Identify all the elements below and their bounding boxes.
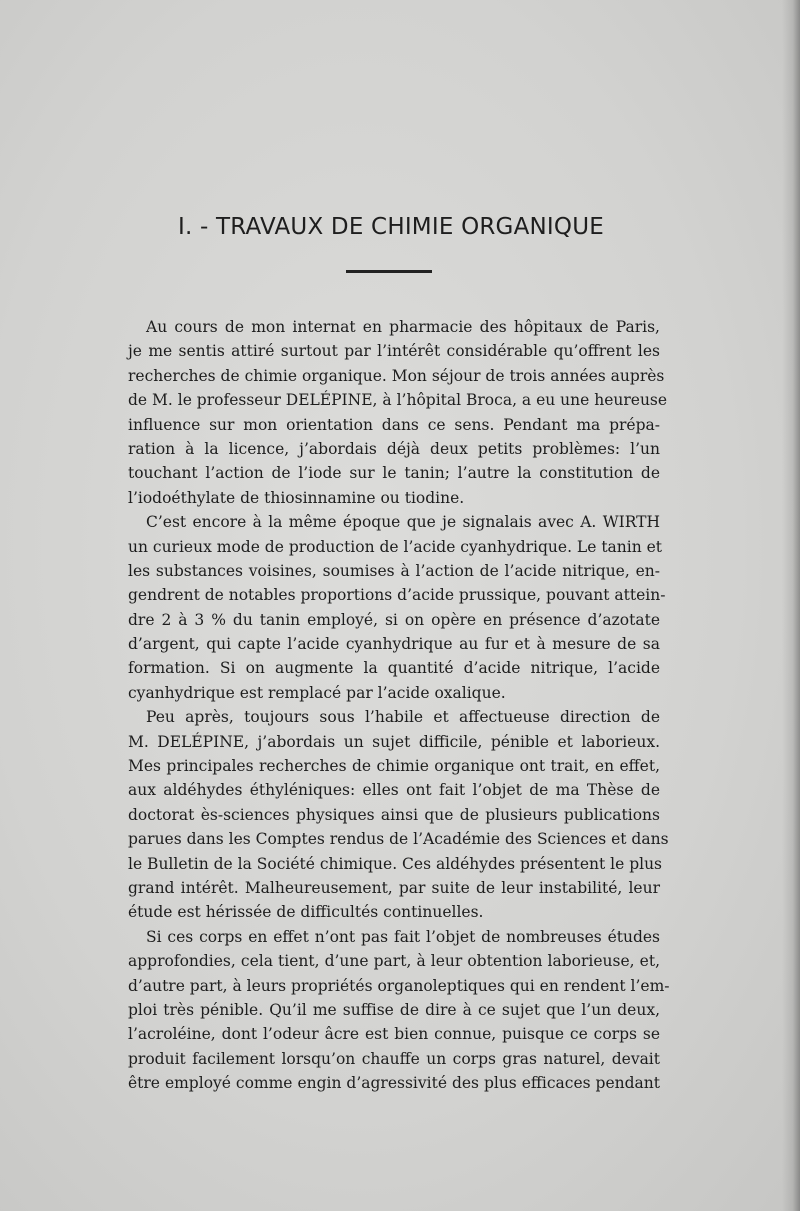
paragraph-4 — [128, 925, 670, 1096]
text-line: l’iodoéthylate de thiosinnamine ou tiodine. — [128, 488, 465, 507]
text-line: de M. le professeur DELÉPINE, à l’hôpital Broca, a eu une heureuse — [128, 391, 668, 410]
text-line: Si ces corps en effet n’ont pas fait l’objet de nombreuses études — [146, 927, 660, 946]
text-line: Mes principales recherches de chimie organique ont trait, en effet, — [128, 757, 660, 776]
text-line: ploi très pénible. Qu’il me suffise de dire à ce sujet que l’un deux, — [128, 1000, 660, 1019]
text-line: aux aldéhydes éthyléniques: elles ont fait l’objet de ma Thèse de — [128, 781, 660, 800]
text-line: approfondies, cela tient, d’une part, à leur obtention laborieuse, et, — [128, 952, 660, 971]
text-line: touchant l’action de l’iode sur le tanin; l’autre la constitution de — [128, 464, 660, 483]
text-line: produit facilement lorsqu’on chauffe un corps gras naturel, devait — [128, 1049, 660, 1068]
page-edge-shadow — [782, 0, 800, 1211]
text-line: doctorat ès-sciences physiques ainsi que de plusieurs publications — [128, 805, 660, 824]
section-heading: I. - TRAVAUX DE CHIMIE ORGANIQUE — [178, 214, 604, 240]
text-line: l’acroléine, dont l’odeur âcre est bien connue, puisque ce corps se — [128, 1025, 660, 1044]
text-line: formation. Si on augmente la quantité d’acide nitrique, l’acide — [128, 659, 660, 678]
text-line: influence sur mon orientation dans ce sens. Pendant ma prépa- — [128, 415, 660, 434]
text-line: d’autre part, à leurs propriétés organoleptiques qui en rendent l’em- — [128, 976, 670, 995]
text-line: recherches de chimie organique. Mon séjour de trois années auprès — [128, 366, 665, 385]
heading-rule — [346, 270, 432, 273]
text-line: grand intérêt. Malheureusement, par suite de leur instabilité, leur — [128, 878, 660, 897]
text-line: ration à la licence, j’abordais déjà deux petits problèmes: l’un — [128, 439, 660, 458]
text-line: M. DELÉPINE, j’abordais un sujet difficile, pénible et laborieux. — [128, 732, 660, 751]
text-line: un curieux mode de production de l’acide cyanhydrique. Le tanin et — [128, 537, 663, 556]
text-line: cyanhydrique est remplacé par l’acide oxalique. — [128, 683, 506, 702]
text-line: d’argent, qui capte l’acide cyanhydrique au fur et à mesure de sa — [128, 635, 660, 654]
text-line: parues dans les Comptes rendus de l’Académie des Sciences et dans — [128, 830, 669, 849]
text-line: le Bulletin de la Société chimique. Ces aldéhydes présentent le plus — [128, 854, 663, 873]
text-line: étude est hérissée de difficultés continuelles. — [128, 903, 484, 922]
text-line: Peu après, toujours sous l’habile et affectueuse direction de — [146, 708, 660, 727]
text-line: C’est encore à la même époque que je signalais avec A. WIRTH — [146, 513, 660, 532]
paragraph-1 — [128, 315, 668, 510]
text-line: Au cours de mon internat en pharmacie des hôpitaux de Paris, — [146, 318, 660, 336]
text-line: dre 2 à 3 % du tanin employé, si on opère en présence d’azotate — [128, 610, 660, 629]
text-line: les substances voisines, soumises à l’action de l’acide nitrique, en- — [128, 561, 660, 580]
text-line: gendrent de notables proportions d’acide prussique, pouvant attein- — [128, 586, 666, 605]
paragraph-2 — [128, 510, 666, 705]
body-text — [128, 315, 670, 1096]
paragraph-3 — [128, 705, 669, 925]
text-line: je me sentis attiré surtout par l’intérêt considérable qu’offrent les — [128, 342, 660, 361]
text-line: être employé comme engin d’agressivité des plus efficaces pendant — [128, 1074, 660, 1093]
